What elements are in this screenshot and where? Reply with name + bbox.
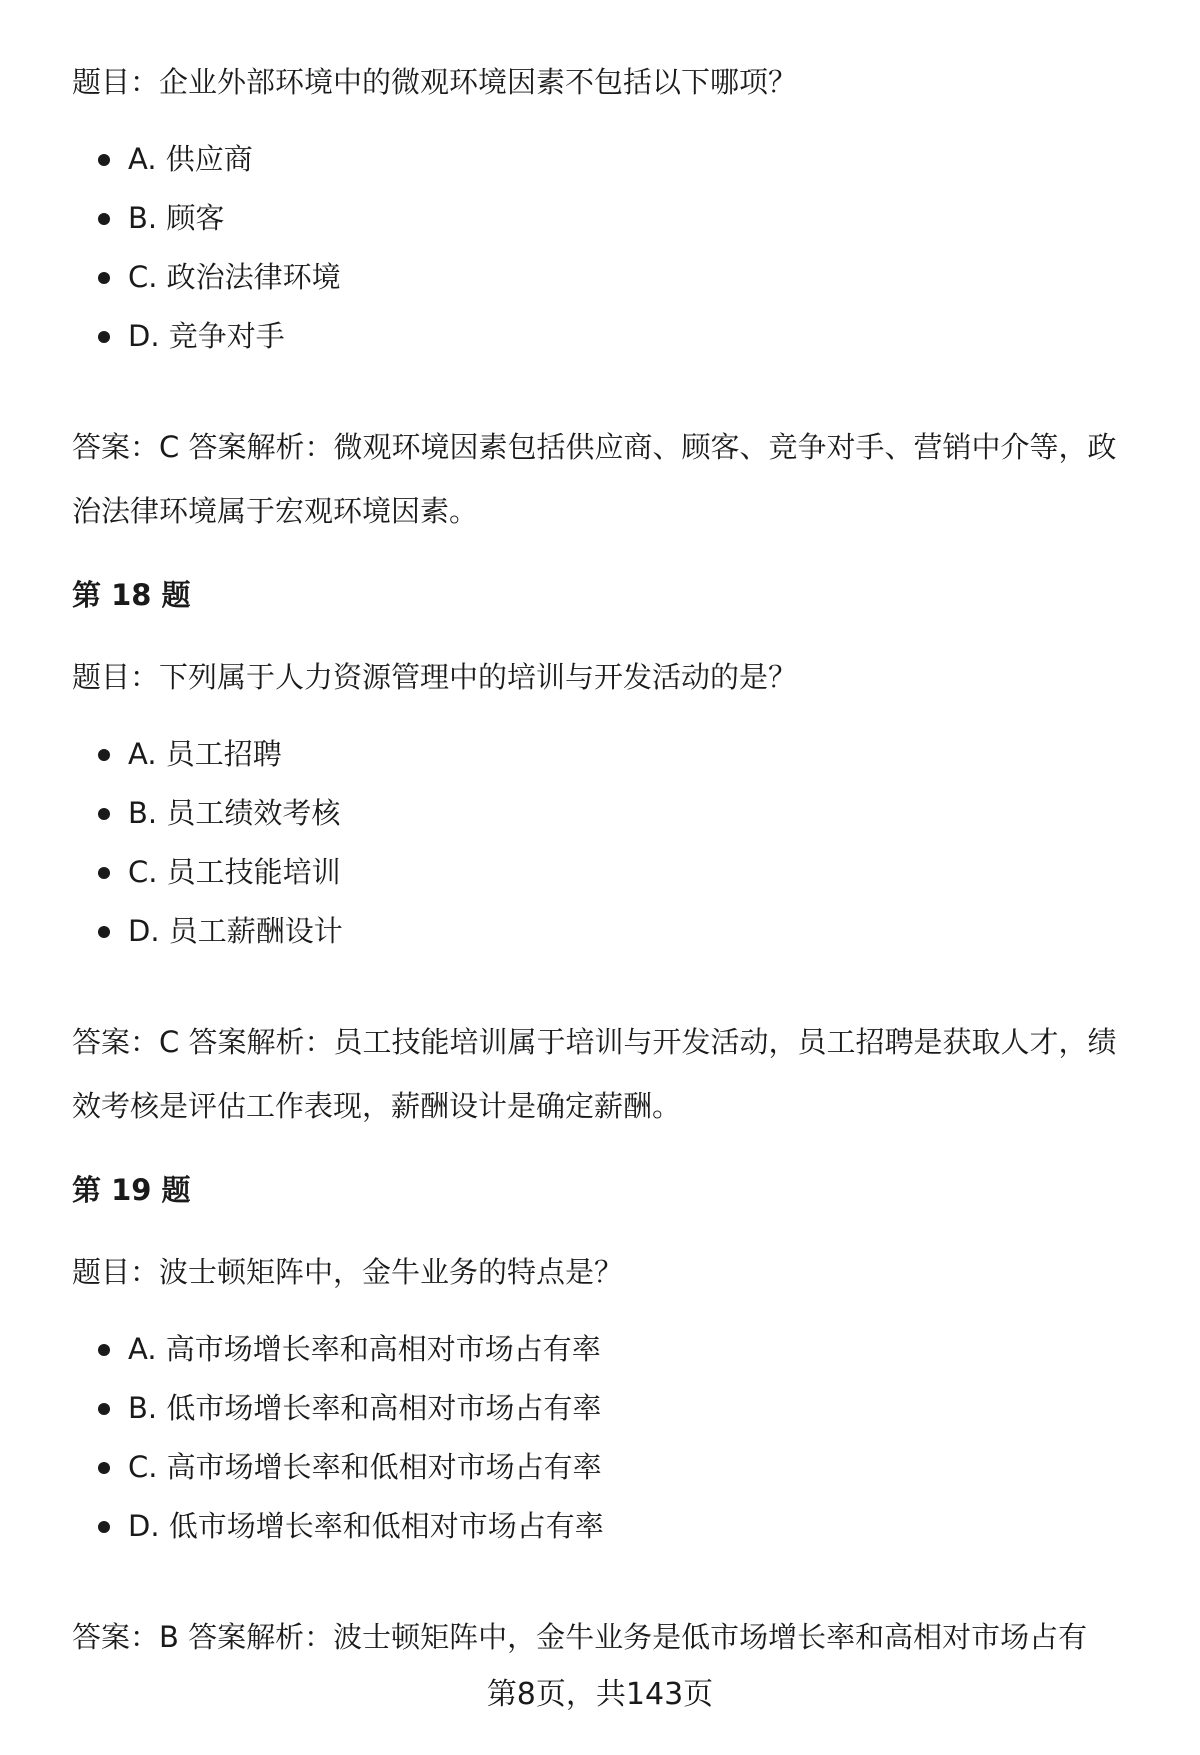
question-heading: 第 19 题 <box>72 1173 191 1207</box>
q17-answer <box>72 415 1152 543</box>
q19-options <box>72 1320 1152 1556</box>
page-number: 第8页，共143页 <box>486 1677 714 1712</box>
bullet-icon <box>98 1521 110 1533</box>
bullet-icon <box>98 1344 110 1356</box>
q19-heading <box>72 1170 1152 1210</box>
option-item: D. 低市场增长率和低相对市场占有率 <box>72 1497 1152 1556</box>
q18-options <box>72 725 1152 961</box>
option-item: A. 员工招聘 <box>72 725 1152 784</box>
bullet-icon <box>98 749 110 761</box>
bullet-icon <box>98 1462 110 1474</box>
option-item: C. 政治法律环境 <box>72 248 1152 307</box>
question-text: 题目：波士顿矩阵中，金牛业务的特点是？ <box>72 1255 624 1289</box>
q19-question <box>72 1240 1152 1304</box>
option-item: C. 员工技能培训 <box>72 843 1152 902</box>
q17-question <box>72 50 1152 114</box>
answer-line: 答案：B 答案解析：波士顿矩阵中，金牛业务是低市场增长率和高相对市场占有 <box>72 1620 1088 1654</box>
bullet-icon <box>98 213 110 225</box>
answer-line: 效考核是评估工作表现，薪酬设计是确定薪酬。 <box>72 1089 682 1123</box>
bullet-icon <box>98 154 110 166</box>
answer-line: 答案：C 答案解析：员工技能培训属于培训与开发活动，员工招聘是获取人才，绩 <box>72 1025 1117 1059</box>
option-item: A. 高市场增长率和高相对市场占有率 <box>72 1320 1152 1379</box>
option-item: D. 员工薪酬设计 <box>72 902 1152 961</box>
bullet-icon <box>98 1403 110 1415</box>
option-item: B. 顾客 <box>72 189 1152 248</box>
question-heading: 第 18 题 <box>72 578 191 612</box>
bullet-icon <box>98 331 110 343</box>
bullet-icon <box>98 808 110 820</box>
q18-answer <box>72 1010 1152 1138</box>
answer-line: 治法律环境属于宏观环境因素。 <box>72 494 479 528</box>
option-item: D. 竞争对手 <box>72 307 1152 366</box>
option-item: B. 员工绩效考核 <box>72 784 1152 843</box>
bullet-icon <box>98 926 110 938</box>
answer-line: 答案：C 答案解析：微观环境因素包括供应商、顾客、竞争对手、营销中介等，政 <box>72 430 1117 464</box>
option-item: B. 低市场增长率和高相对市场占有率 <box>72 1379 1152 1438</box>
q18-heading <box>72 575 1152 615</box>
question-text: 题目：企业外部环境中的微观环境因素不包括以下哪项？ <box>72 65 798 99</box>
q18-question <box>72 645 1152 709</box>
bullet-icon <box>98 867 110 879</box>
option-item: A. 供应商 <box>72 130 1152 189</box>
question-text: 题目：下列属于人力资源管理中的培训与开发活动的是？ <box>72 660 798 694</box>
bullet-icon <box>98 272 110 284</box>
q19-answer <box>72 1605 1152 1669</box>
option-item: C. 高市场增长率和低相对市场占有率 <box>72 1438 1152 1497</box>
q17-options <box>72 130 1152 366</box>
